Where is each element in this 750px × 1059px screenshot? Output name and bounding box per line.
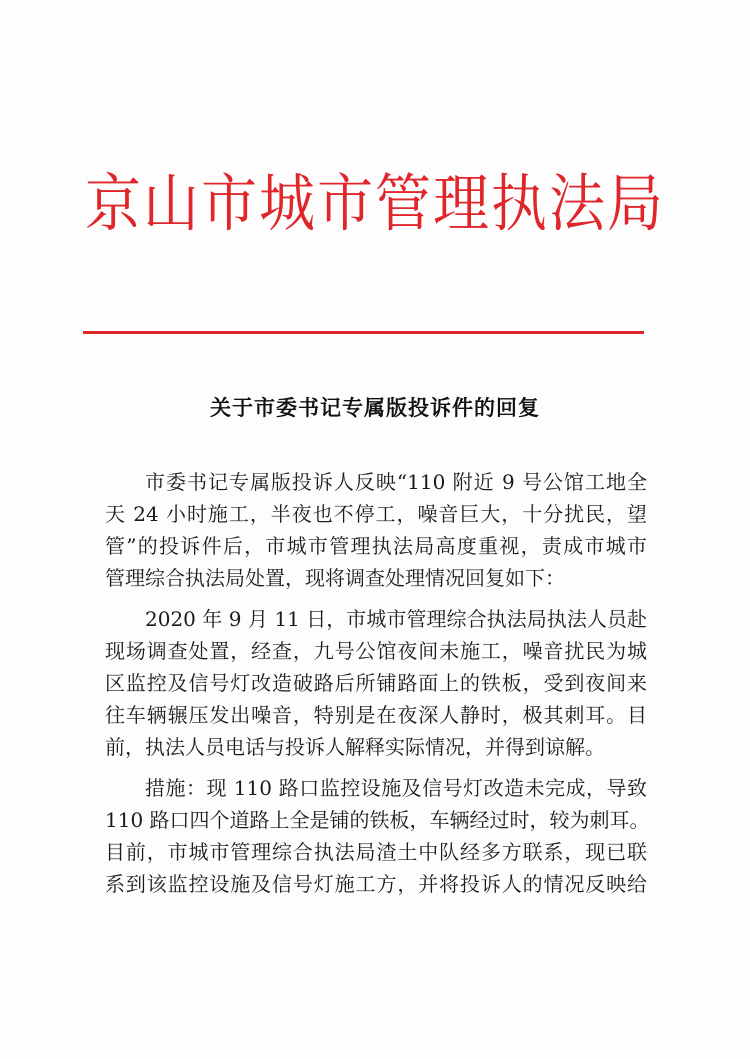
paragraph-line: 往车辆辗压发出噪音，特别是在夜深人静时，极其刺耳。目 (105, 703, 647, 727)
paragraph-line: 管理综合执法局处置，现将调查处理情况回复如下： (105, 566, 565, 590)
paragraph-line: 管”的投诉件后，市城市管理执法局高度重视，责成市城市 (105, 534, 647, 558)
paragraph-1 (105, 466, 647, 594)
paragraph-line: 天 24 小时施工，半夜也不停工，噪音巨大，十分扰民，望 (105, 502, 647, 526)
document-body (105, 466, 650, 900)
paragraph-line: 110 路口四个道路上全是铺的铁板，车辆经过时，较为刺耳。 (105, 808, 650, 832)
paragraph-line: 措施：现 110 路口监控设施及信号灯改造未完成，导致 (145, 776, 647, 800)
paragraph-line: 系到该监控设施及信号灯施工方，并将投诉人的情况反映给 (105, 872, 647, 896)
letterhead-agency-name: 京山市城市管理执法局 (85, 168, 665, 241)
paragraph-line: 区监控及信号灯改造破路后所铺路面上的铁板，受到夜间来 (105, 671, 647, 695)
paragraph-line: 目前，市城市管理综合执法局渣土中队经多方联系，现已联 (105, 840, 647, 864)
paragraph-3 (105, 772, 650, 900)
paragraph-line: 现场调查处置，经查，九号公馆夜间未施工，噪音扰民为城 (105, 639, 647, 663)
paragraph-line: 2020 年 9 月 11 日，市城市管理综合执法局执法人员赴 (145, 607, 647, 631)
letterhead-divider (83, 331, 644, 334)
document-title: 关于市委书记专属版投诉件的回复 (210, 396, 540, 420)
paragraph-2 (105, 603, 647, 763)
paragraph-line: 前，执法人员电话与投诉人解释实际情况，并得到谅解。 (105, 735, 605, 759)
paragraph-line: 市委书记专属版投诉人反映“110 附近 9 号公馆工地全 (145, 470, 647, 494)
